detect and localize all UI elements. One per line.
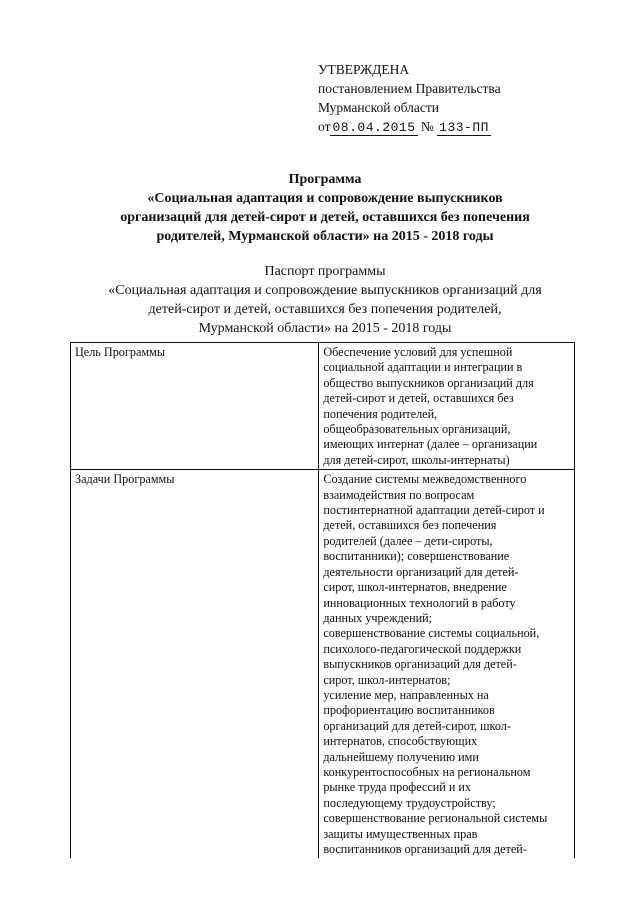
approval-line: постановлением Правительства <box>318 81 501 96</box>
value-line: общеобразовательных организаций, <box>323 422 511 437</box>
value-line: выпускников организаций для детей- <box>323 657 517 672</box>
value-line: для детей-сирот, школы-интернаты) <box>323 452 510 467</box>
value-line: Создание системы межведомственного <box>323 472 527 487</box>
row-label: Задачи Программы <box>71 470 319 859</box>
table-row <box>71 343 575 470</box>
value-line: попечения родителей, <box>323 406 438 421</box>
title-line: «Социальная адаптация и сопровождение выпускников <box>147 191 503 206</box>
approval-stamp <box>318 60 501 137</box>
passport-line: Паспорт программы <box>264 264 386 279</box>
value-line: рынке труда профессий и их <box>323 780 472 795</box>
approval-line: УТВЕРЖДЕНА <box>318 62 410 77</box>
value-line: Обеспечение условий для успешной <box>323 345 513 359</box>
approval-date-line <box>318 117 501 137</box>
title-line: Программа <box>288 172 362 187</box>
value-line: воспитанники); совершенствование <box>323 549 510 564</box>
value-line: психолого-педагогической поддержки <box>323 641 522 656</box>
title-line: организаций для детей-сирот и детей, оставшихся без попечения <box>120 210 530 225</box>
passport-line: «Социальная адаптация и сопровождение выпускников организаций для <box>108 283 542 298</box>
value-line: интернатов, способствующих <box>323 734 478 749</box>
row-label: Цель Программы <box>71 343 319 470</box>
value-line: защиты имущественных прав <box>323 826 478 841</box>
value-line: профориентацию воспитанников <box>323 703 495 718</box>
title-line: родителей, Мурманской области» на 2015 - 2018 годы <box>156 229 494 244</box>
passport-table <box>70 342 575 858</box>
value-line: инновационных технологий в работу <box>323 595 516 610</box>
value-line: взаимодействия по вопросам <box>323 487 475 502</box>
value-line: детей, оставшихся без попечения <box>323 518 497 533</box>
number-label: № <box>420 119 434 134</box>
value-line: сирот, школ-интернатов, внедрение <box>323 580 507 595</box>
value-line: совершенствование системы социальной, <box>323 626 540 641</box>
value-line: деятельности организаций для детей- <box>323 564 519 579</box>
value-line: усиление мер, направленных на <box>323 687 489 702</box>
approval-number: 133-ПП <box>439 120 489 135</box>
table-row <box>71 470 575 859</box>
approval-date: 08.04.2015 <box>332 120 416 135</box>
value-line: сирот, школ-интернатов; <box>323 672 451 687</box>
row-value <box>319 343 575 470</box>
passport-heading <box>60 262 590 338</box>
program-title <box>60 170 590 246</box>
value-line: детей-сирот и детей, оставшихся без <box>323 391 514 406</box>
value-line: данных учреждений; <box>323 610 433 625</box>
passport-line: детей-сирот и детей, оставшихся без попечения родителей, <box>148 302 502 317</box>
value-line: социальной адаптации и интеграции в <box>323 360 523 375</box>
value-line: последующему трудоустройству; <box>323 795 496 810</box>
passport-line: Мурманской области» на 2015 - 2018 годы <box>198 321 452 336</box>
value-line: организаций для детей-сирот, школ- <box>323 718 511 733</box>
value-line: имеющих интернат (далее – организации <box>323 437 538 452</box>
value-line: общество выпускников организаций для <box>323 375 534 390</box>
value-line: дальнейшему получению ими <box>323 749 479 764</box>
value-line: родителей (далее – дети-сироты, <box>323 533 493 548</box>
value-line: конкурентоспособных на региональном <box>323 764 531 779</box>
value-line: воспитанников организаций для детей- <box>323 842 527 856</box>
date-prefix: от <box>318 119 331 134</box>
row-value <box>319 470 575 859</box>
approval-line: Мурманской области <box>318 100 439 115</box>
value-line: совершенствование региональной системы <box>323 811 548 826</box>
value-line: постинтернатной адаптации детей-сирот и <box>323 503 545 518</box>
